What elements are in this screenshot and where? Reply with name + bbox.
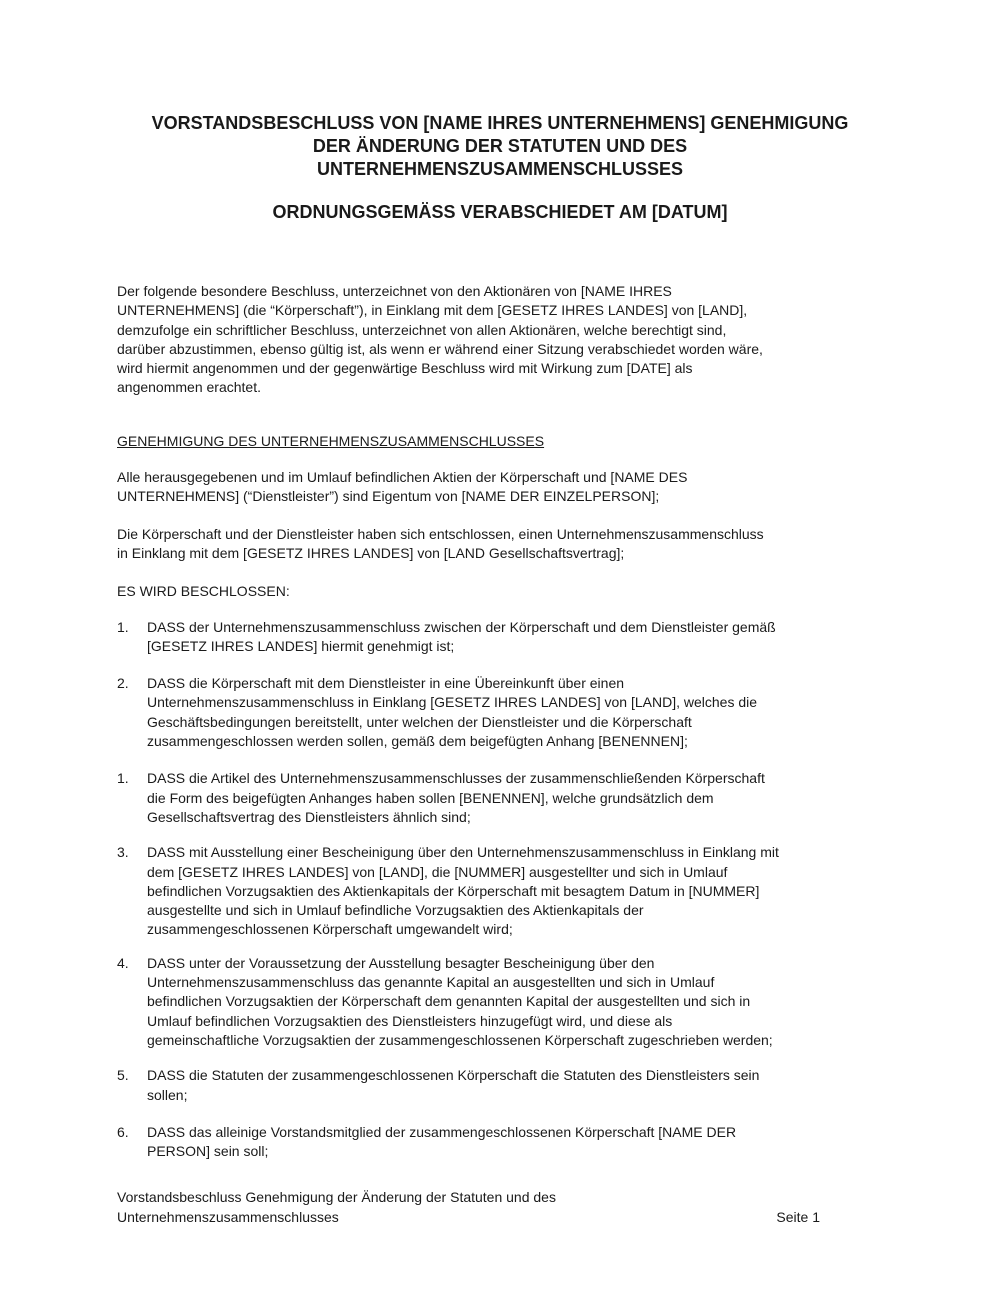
- resolution-list: [117, 618, 883, 1162]
- item-text: DASS unter der Voraussetzung der Ausstellung besagter Bescheinigung über den Unternehmenszusammenschluss das genannte Kapital an ausgestellten und sich in Umlauf befindlichen Vorzugsaktien der Körperschaft dem genannten Kapital der ausgestellten und sich in Umlauf befindlichen Vorzugsaktien des Dienstleisters hinzugefügt wird, und diese als gemeinschaftliche Vorzugsaktien der zusammengeschlossenen Körperschaft zugeschrieben werden;: [147, 954, 773, 1048]
- page-number: Seite 1: [776, 1208, 820, 1225]
- item-text: DASS die Statuten der zusammengeschlossenen Körperschaft die Statuten des Dienstleisters sein sollen;: [147, 1067, 760, 1103]
- item-number: 3.: [117, 844, 129, 861]
- item-number: 2.: [117, 675, 129, 692]
- footer-document-title: Vorstandsbeschluss Genehmigung der Änderung der Statuten und des Unternehmenszusammenschlusses: [117, 1189, 556, 1225]
- item-text: DASS die Artikel des Unternehmenszusammenschlusses der zusammenschließenden Körperschaft die Form des beigefügten Anhanges haben sollen [BENENNEN], welche grundsätzlich dem Gesellschaftsvertrag des Dienstleisters ähnlich sind;: [147, 770, 765, 825]
- list-item: [117, 618, 883, 657]
- item-number: 4.: [117, 954, 129, 971]
- list-item: [117, 954, 883, 1050]
- resolution-lead: ES WIRD BESCHLOSSEN:: [117, 583, 290, 600]
- item-number: 6.: [117, 1123, 129, 1140]
- item-text: DASS mit Ausstellung einer Bescheinigung über den Unternehmenszusammenschluss in Einklang mit dem [GESETZ IHRES LANDES] von [LAND], die [NUMMER] ausgestellter und sich in Umlauf befindlichen Vorzugsaktien des Aktienkapitals der Körperschaft mit besagtem Datum in [NUMMER] ausgestellte und sich in Umlauf befindliche Vorzugsaktien des Aktienkapitals der zusammengeschlossenen Körperschaft umgewandelt wird;: [147, 844, 779, 938]
- item-text: DASS die Körperschaft mit dem Dienstleister in eine Übereinkunft über einen Unternehmenszusammenschluss in Einklang [GESETZ IHRES LANDES] von [LAND], welches die Geschäftsbedingungen bereitstellt, unter welchen der Dienstleister und die Körperschaft zusammengeschlossen werden sollen, gemäß dem beigefügten Anhang [BENENNEN];: [147, 675, 758, 750]
- document-subtitle: ORDNUNGSGEMÄSS VERABSCHIEDET AM [DATUM]: [272, 202, 728, 222]
- page-footer: [117, 1188, 883, 1227]
- list-item: [117, 769, 883, 827]
- list-item: [117, 1123, 883, 1162]
- document-title: VORSTANDSBESCHLUSS VON [NAME IHRES UNTERNEHMENS] GENEHMIGUNG DER ÄNDERUNG DER STATUTEN UND DES UNTERNEHMENSZUSAMMENSCHLUSSES: [151, 113, 849, 179]
- list-item: [117, 843, 883, 939]
- section-heading: GENEHMIGUNG DES UNTERNEHMENSZUSAMMENSCHLUSSES: [117, 432, 545, 449]
- intro-paragraph: Der folgende besondere Beschluss, unterzeichnet von den Aktionären von [NAME IHRES UNTERNEHMENS] (die “Körperschaft”), in Einklang mit dem [GESETZ IHRES LANDES] von [LAND], demzufolge ein schriftlicher Beschluss, unterzeichnet von allen Aktionären, welche berechtigt sind, darüber abzustimmen, ebenso gültig ist, als wenn er während einer Sitzung verabschiedet worden wäre, wird hiermit angenommen und der gegenwärtige Beschluss wird mit Wirkung zum [DATE] als angenommen erachtet.: [117, 283, 763, 396]
- list-item: [117, 1066, 883, 1105]
- item-text: DASS der Unternehmenszusammenschluss zwischen der Körperschaft und dem Dienstleister gemäß [GESETZ IHRES LANDES] hiermit genehmigt ist;: [147, 618, 776, 654]
- item-text: DASS das alleinige Vorstandsmitglied der zusammengeschlossenen Körperschaft [NAME DER PERSON] sein soll;: [147, 1123, 737, 1160]
- list-item: [117, 674, 883, 751]
- paragraph-merger: Die Körperschaft und der Dienstleister haben sich entschlossen, einen Unternehmenszusammenschluss in Einklang mit dem [GESETZ IHRES LANDES] von [LAND Gesellschaftsvertrag];: [117, 525, 764, 561]
- item-number: 5.: [117, 1067, 129, 1084]
- item-number: 1.: [117, 770, 129, 787]
- paragraph-shares: Alle herausgegebenen und im Umlauf befindlichen Aktien der Körperschaft und [NAME DES UNTERNEHMENS] (“Dienstleister”) sind Eigentum von [NAME DER EINZELPERSON];: [117, 469, 688, 505]
- item-number: 1.: [117, 618, 129, 635]
